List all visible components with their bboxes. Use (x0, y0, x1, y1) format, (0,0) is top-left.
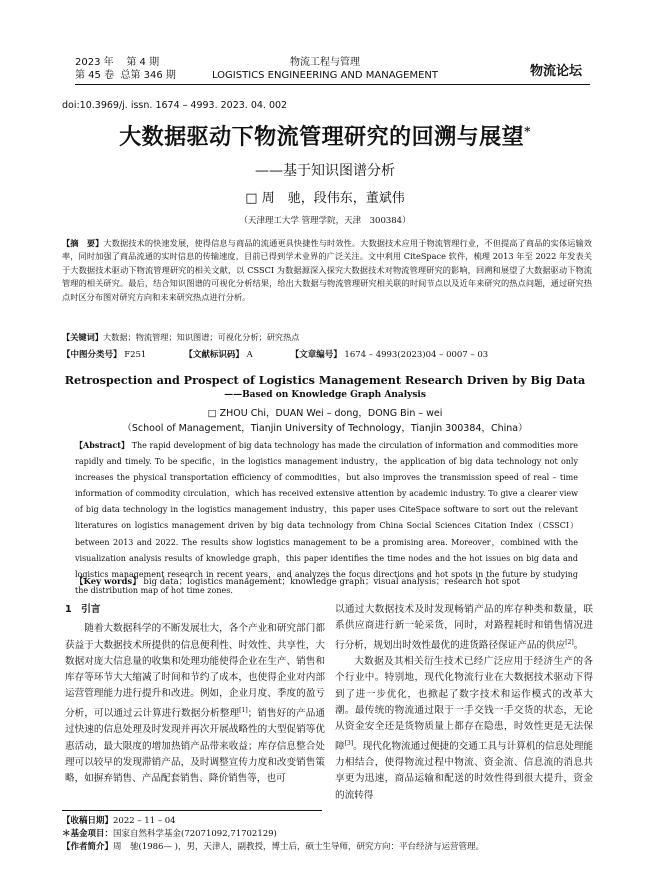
authors: □ 周 驰，段伟东，董斌伟 (245, 191, 405, 206)
paper-title (50, 120, 600, 151)
english-abstract-label: 【Abstract】 (75, 440, 130, 450)
english-abstract-text: The rapid development of big data technology has made the circulation of information and commodities more rapidly and timely. To be specific，in the logistics management industry，the application of big data technology not only increases the physical transportation efficiency of commodities，but also improves the transmission speed of real – time information of commodity circulation，which has received extensive attention by academic industry. To give a clearer view of big data technology in the logistics management industry，this paper uses CiteSpace software to sort out the relevant literatures on logistics management driven by big data technology from China Social Sciences Citation Index（CSSCI）between 2013 and 2022. The results show logistics management to be a promising area. Moreover，combined with the visualization analysis results of knowledge graph，this paper identifies the time nodes and the hot issues on big data and logistics management research in recent years，and analyzes the focus directions and hot spots in the future by studying the distribution map of hot time zones. (75, 441, 579, 595)
intro-text-1-cont: 以通过大数据技术及时发现畅销产品的库存种类和数量，联系供应商进行新一轮采货，同时，对路程耗时和销售情况进行分析，规划出时效性最优的进货路径保证产品的供应 (335, 604, 593, 651)
footnote-rule (62, 810, 322, 811)
clc-value: F251 (124, 350, 147, 360)
classification-line (62, 348, 592, 360)
received-label: 【收稿日期】 (62, 816, 114, 826)
journal-name (200, 56, 450, 82)
author-bio-text: 周 驰(1986— )，男，天津人，副教授，博士后，硕士生导师，研究方向：平台经济与运营管理。 (113, 842, 484, 852)
citation-1: [1] (239, 706, 248, 714)
volume: 第 45 卷 (75, 70, 115, 81)
title-footnote-mark: * (524, 124, 531, 139)
clc-label: 【中图分类号】 (62, 350, 122, 360)
issue: 第 4 期 (126, 57, 160, 68)
doc-code-value: A (246, 350, 253, 360)
english-keywords-label: 【Key words】 (75, 577, 141, 587)
doc-code-label: 【文献标识码】 (184, 350, 244, 360)
article-number-label: 【文章编号】 (290, 350, 342, 360)
doi: doi:10.3969/j. issn. 1674 – 4993. 2023. 04. 002 (62, 100, 288, 111)
fund-label: ＊基金项目： (62, 829, 114, 839)
article-number-value: 1674 – 4993(2023)04 – 0007 – 03 (344, 350, 489, 360)
keywords-cn (62, 332, 592, 343)
intro-paragraph-1 (65, 621, 325, 787)
intro-paragraph-2 (335, 654, 593, 804)
intro-text-2: 大数据及其相关衍生技术已经广泛应用于经济生产的各个行业中。特别地，现代化物流行业在大数据技术驱动下得到了进一步优化，也掀起了数字技术和运作模式的改革大潮。最传统的物流通过限于一手交钱一手交货的状态，无论从资金安全还是货物质量上都存在隐患，时效性更是无法保障 (335, 656, 593, 752)
body-left-column (65, 602, 325, 787)
header-rule (75, 84, 590, 85)
footnote-received (62, 815, 592, 827)
fund-text: 国家自然科学基金(72071092,71702129) (113, 829, 277, 839)
intro-text-1-tail: ；销售好的产品通过快速的信息处理及时发现并再次开展战略性的大型促销等优惠活动，最大限度的增加热销产品带来收益；库存信息整合处理可以较早的发现滞销产品，及时调整宣传力度和改变销售策略，如摒弃销售、产品配套销售、降价销售等，也可 (65, 707, 325, 785)
footnote-fund (62, 828, 592, 840)
citation-2: [2] (565, 638, 574, 646)
section-name: 物流论坛 (530, 64, 583, 79)
abstract-text: 大数据技术的快速发展，使得信息与商品的流通更具快捷性与时效性。大数据技术应用于物流管理行业，不但提高了商品的实体运输效率，同时加强了商品流通的实时信息的传输速度，目前已得到学术业界的广泛关注。文中利用 CiteSpace 软件，梳理 2013 年至 2022 年发表关于大数据技术驱动下物流管理研究的相关文献，以 CSSCI 为数据源深入探究大数据技术对物流管理研究的影响，回溯和展望了大数据驱动下物流管理的相关研究。最后，结合知识图谱的可视化分析结果，给出大数据与物流管理研究相关联的时间节点以及近年来研究的热点问题，通过研究热点时区分布图对研究方向和未来研究热点进行分析。 (62, 238, 592, 302)
english-subtitle: ——Based on Knowledge Graph Analysis (224, 390, 426, 400)
journal-name-en: LOGISTICS ENGINEERING AND MANAGEMENT (211, 70, 439, 81)
english-keywords-text: big data；logistics management；knowledge graph；visual analysis；research hot spot (143, 577, 521, 587)
english-authors: □ ZHOU Chi，DUAN Wei – dong，DONG Bin – wei (207, 408, 443, 419)
affiliation: （天津理工大学 管理学院，天津 300384） (239, 216, 411, 226)
year: 2023 年 (75, 57, 114, 68)
keywords-label: 【关键词】 (62, 332, 103, 342)
intro-text-2-tail: 。现代化物流通过便捷的交通工具与计算机的信息处理能力相结合，使得物流过程中物流、资金流、信息流的消息共享更为迅速，商品运输和配送的时效性得到很大提升，资金的流转得 (335, 740, 594, 801)
keywords-en (75, 575, 590, 587)
english-affiliation: （School of Management，Tianjin University of Technology，Tianjin 300384，China） (122, 423, 528, 434)
author-bio-label: 【作者简介】 (62, 842, 114, 852)
english-title: Retrospection and Prospect of Logistics Management Research Driven by Big Data (64, 373, 586, 387)
footnote-author (62, 841, 592, 853)
body-right-column (335, 602, 593, 804)
paper-subtitle: ——基于知识图谱分析 (255, 163, 395, 179)
citation-3: [3] (344, 739, 354, 747)
section-heading-introduction: 1 引言 (65, 604, 101, 615)
abstract-label: 【摘 要】 (62, 238, 104, 248)
total-issue: 总第 346 期 (120, 70, 176, 81)
issue-info (75, 56, 176, 82)
title-text: 大数据驱动下物流管理研究的回溯与展望 (119, 124, 525, 150)
keywords-text: 大数据；物流管理；知识图谱；可视化分析；研究热点 (102, 332, 300, 342)
intro-paragraph-1-cont (335, 602, 593, 654)
abstract-cn (62, 237, 592, 304)
intro-text-1: 随着大数据科学的不断发展壮大，各个产业和研究部门都获益于大数据技术所提供的信息便利性、时效性、共享性，大数据对庞大信息量的收集和处理功能使得企业在生产、销售和库存等环节大大缩减了时间和节约了成本，也使得企业对内部运营管理能力进行提升和改进。例如，企业月度、季度的盈亏分析，可以通过云计算进行数据分析整理 (65, 623, 325, 719)
received-date: 2022 – 11 – 04 (113, 816, 176, 826)
intro-text-1-end: 。 (573, 639, 584, 651)
journal-name-cn: 物流工程与管理 (290, 57, 360, 68)
